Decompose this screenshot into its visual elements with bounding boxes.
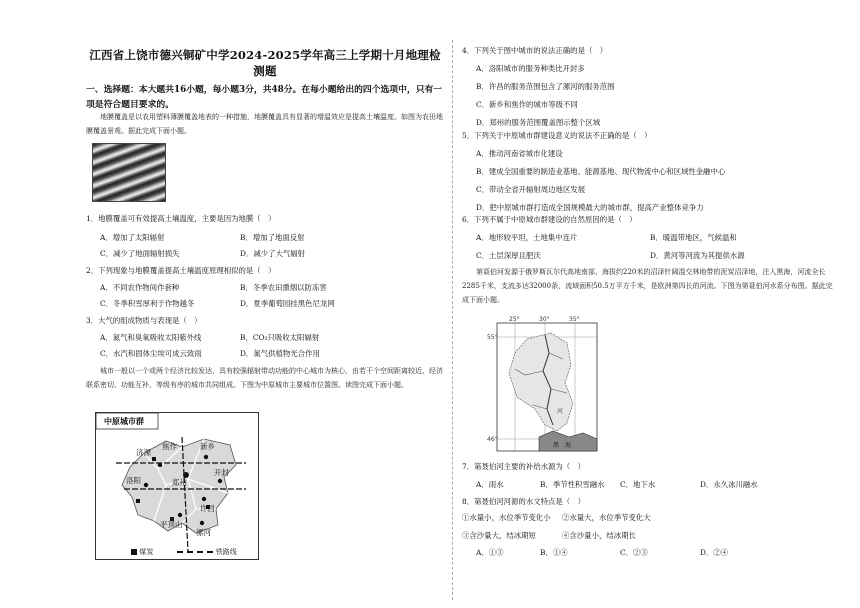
river-map-svg bbox=[487, 313, 601, 455]
question-8-stem: 8．第聂伯河河源的水文特点是（ ） bbox=[462, 497, 585, 506]
q8-option-a: A．①③ bbox=[476, 548, 504, 557]
intro-paragraph-2: 城市一般以一个或两个经济比较发达、具有较强辐射带动功能的中心城市为核心，由若干个空间距离较近、经济联系密切、功能互补、等级有序的城市共同组成。下图为中原城市主要城市位置图。读图完成下面小题。 bbox=[86, 367, 443, 389]
q7-option-c: C．地下水 bbox=[620, 480, 656, 489]
q3-option-a: A．氮气和臭氧吸收太阳紫外线 bbox=[100, 333, 202, 342]
question-5-stem: 5．下列关于中原城市群建设意义的说法不正确的是（ ） bbox=[462, 131, 652, 140]
q1-option-d: D．减少了大气辐射 bbox=[240, 249, 306, 258]
question-3-stem: 3．大气的组成物质与表现是（ ） bbox=[86, 316, 202, 325]
q6-option-b: B．暖温带地区，气候温和 bbox=[650, 233, 737, 242]
q8-statement-2: ②水量大，水位季节变化大 bbox=[562, 513, 651, 522]
q5-option-b: B．建成全国重要的制造业基地、能源基地、现代物流中心和区域性金融中心 bbox=[476, 167, 726, 176]
dnieper-river-map bbox=[487, 313, 601, 455]
right-column bbox=[462, 0, 834, 608]
map-city-label: 新乡 bbox=[200, 442, 215, 451]
q3-option-c: C．水汽和固体尘埃可成云致雨 bbox=[100, 349, 202, 358]
q8-option-d: D．②④ bbox=[700, 548, 729, 557]
q8-option-b: B．①④ bbox=[540, 548, 568, 557]
map-title: 中原城市群 bbox=[104, 417, 144, 426]
q1-option-a: A．增加了太阳辐射 bbox=[100, 233, 165, 242]
q3-option-d: D．氮气供植物光合作用 bbox=[240, 349, 320, 358]
intro-paragraph-1: 地膜覆盖是以农用塑料薄膜覆盖地表的一种措施，地膜覆盖具有显著的增温效应是提高土壤温度。如图为农田地膜覆盖景观。据此完成下面小题。 bbox=[86, 113, 443, 135]
q6-option-d: D．黄河等河流为其提供水源 bbox=[650, 251, 745, 260]
sea-label: 黑 海 bbox=[553, 442, 572, 449]
exam-title: 江西省上饶市德兴铜矿中学2024-2025学年高三上学期十月地理检测题 bbox=[89, 48, 441, 78]
q8-statement-4: ④含沙量小，结冰期长 bbox=[562, 531, 636, 540]
central-plains-city-map bbox=[95, 412, 259, 560]
coal-legend-icon bbox=[131, 549, 137, 555]
q4-option-b: B．许昌的服务范围包含了漯河的服务范围 bbox=[476, 82, 615, 91]
question-4-stem: 4．下列关于图中城市的说法正确的是（ ） bbox=[462, 46, 608, 55]
question-6-stem: 6．下列不属于中原城市群建设的自然原因的是（ ） bbox=[462, 215, 637, 224]
column-divider bbox=[452, 40, 453, 600]
q3-option-b: B．CO₂只吸收太阳辐射 bbox=[240, 333, 320, 342]
intro-paragraph-3: 第聂伯河发源于俄罗斯瓦尔代高地南部，海拔约220米的沼泽针阔混交林地带的泥炭沼泽地，注入黑海，河流全长2285千米，支流多达32000条，流域面积50.5万平方千米，是欧洲第四长的河流。下图为第聂伯河水系分布图。据此完成下面小题。 bbox=[462, 268, 833, 304]
q8-option-c: C．②③ bbox=[620, 548, 648, 557]
q6-option-a: A．地形较平坦，土地集中连片 bbox=[476, 233, 578, 242]
mulch-field-photo bbox=[92, 143, 166, 202]
q8-statement-3: ③含沙量大，结冰期短 bbox=[462, 531, 536, 540]
map-city-label: 开封 bbox=[214, 468, 229, 477]
q4-option-d: D．郑州的服务范围覆盖图示整个区域 bbox=[476, 118, 601, 127]
q4-option-a: A．洛阳城市的服务种类比开封多 bbox=[476, 64, 585, 73]
map-legend bbox=[131, 547, 237, 557]
q5-option-a: A．推动河南省城市化建设 bbox=[476, 149, 563, 158]
q8-statement-1: ①水量小，水位季节变化小 bbox=[462, 513, 551, 522]
question-1-stem: 1．地膜覆盖可有效提高土壤温度，主要是因为地膜（ ） bbox=[86, 214, 276, 223]
city-map-svg bbox=[96, 413, 258, 559]
map-city-label: 漯河 bbox=[196, 528, 211, 537]
lon-label: 35° bbox=[569, 316, 580, 323]
q7-option-a: A．雨水 bbox=[476, 480, 504, 489]
river-label: 河 bbox=[557, 408, 564, 415]
q2-option-a: A．不同农作物间作套种 bbox=[100, 283, 180, 292]
q6-option-c: C．土层深厚且肥沃 bbox=[476, 251, 541, 260]
question-2-stem: 2．下列现象与地膜覆盖提高土壤温度原理相似的是（ ） bbox=[86, 266, 276, 275]
map-city-label: 焦作 bbox=[162, 442, 177, 451]
section-heading: 一、选择题：本大题共16小题，每小题3分，共48分。在每小题给出的四个选项中，只有一项是符合题目要求的。 bbox=[86, 85, 443, 110]
legend-coal-label: 煤炭 bbox=[139, 548, 154, 556]
q1-option-c: C．减少了地面辐射损失 bbox=[100, 249, 180, 258]
lon-label: 25° bbox=[509, 316, 520, 323]
legend-rail-label: 铁路线 bbox=[215, 548, 237, 556]
q5-option-d: D．把中原城市群打造成全国规模最大的城市群，提高产业整体竞争力 bbox=[476, 203, 704, 212]
map-city-label: 许昌 bbox=[200, 504, 215, 513]
railway-legend-icon bbox=[177, 551, 213, 553]
map-city-label: 郑州 bbox=[172, 478, 187, 487]
q2-option-b: B．冬季农田熏烟以防冻害 bbox=[240, 283, 327, 292]
lat-label: 46° bbox=[487, 436, 498, 443]
q4-option-c: C．新乡和焦作的城市等级不同 bbox=[476, 100, 578, 109]
q7-option-d: D．永久冰川融水 bbox=[700, 480, 758, 489]
q2-option-d: D．夏季葡萄园挂黑色尼龙网 bbox=[240, 299, 335, 308]
lat-label: 55° bbox=[487, 334, 498, 341]
q1-option-b: B．增加了地面反射 bbox=[240, 233, 305, 242]
lon-label: 30° bbox=[539, 316, 550, 323]
map-city-label: 平顶山 bbox=[160, 520, 183, 529]
q2-option-c: C．冬季积雪厚利于作物越冬 bbox=[100, 299, 195, 308]
left-column bbox=[86, 0, 444, 608]
q5-option-c: C．带动全省开辐射周边地区发展 bbox=[476, 185, 586, 194]
map-city-label: 济源 bbox=[136, 448, 151, 457]
q7-option-b: B．季节性积雪融水 bbox=[540, 480, 605, 489]
map-city-label: 洛阳 bbox=[126, 476, 141, 485]
question-7-stem: 7．第聂伯河主要的补给水源为（ ） bbox=[462, 462, 585, 471]
